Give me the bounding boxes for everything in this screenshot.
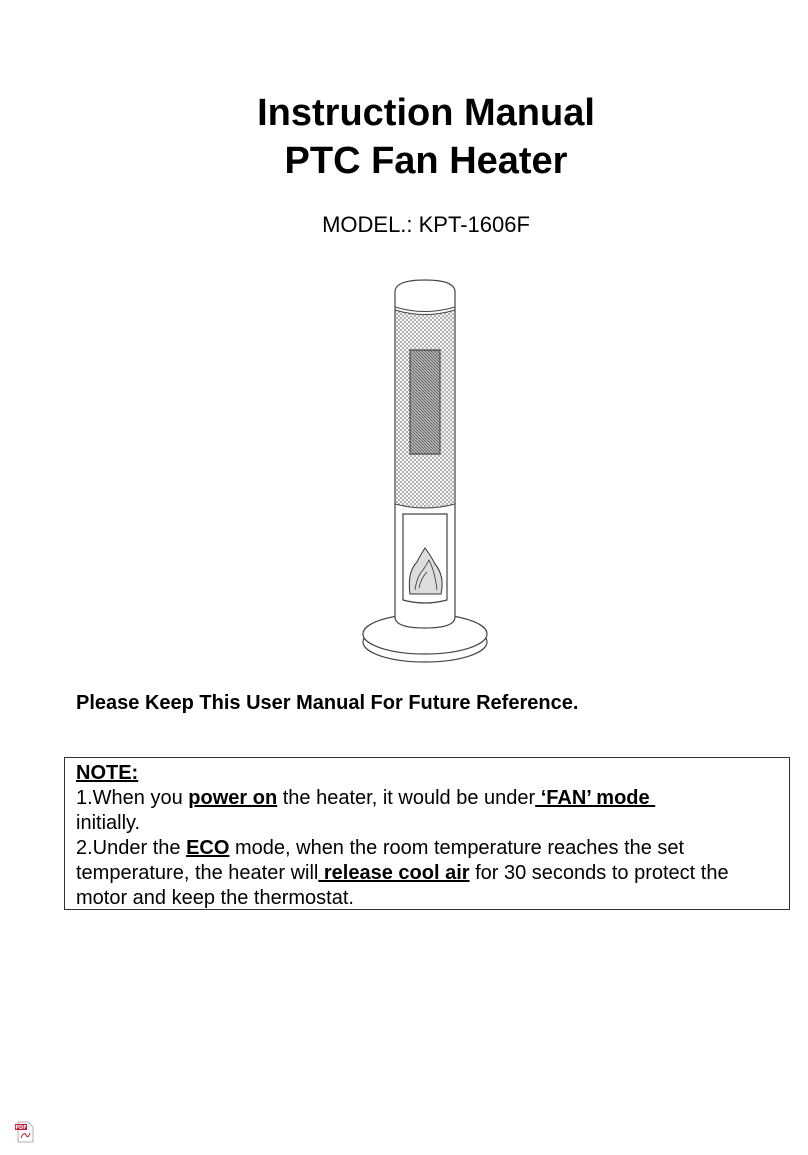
title-line-1: Instruction Manual (257, 92, 595, 134)
pdf-badge-label: PDF (15, 1125, 27, 1131)
model-number: MODEL.: KPT-1606F (322, 212, 530, 237)
keep-manual-notice: Please Keep This User Manual For Future Reference. (76, 692, 579, 714)
note-item-1-mid: the heater, it would be under (277, 787, 536, 809)
note-item-2-suffix: for 30 seconds to protect the motor and keep the thermostat. (76, 862, 729, 909)
note-item-2-prefix: 2.Under the (76, 837, 187, 859)
note-item-2-emphasis-1: ECO (186, 837, 230, 859)
note-item-2-mid: mode, when the room temperature reaches the set temperature, the heater will (76, 837, 685, 884)
note-item-2-emphasis-2: release cool air (318, 862, 470, 884)
note-box (64, 757, 790, 910)
tower-heater-illustration (355, 272, 495, 667)
note-item-1-suffix: initially. (76, 812, 141, 834)
note-item-1-emphasis-2: ‘FAN’ mode (535, 787, 656, 809)
note-item-1-prefix: 1.When you (76, 787, 189, 809)
note-heading: NOTE: (76, 762, 139, 784)
pdf-icon (14, 1121, 36, 1143)
note-item-2 (76, 836, 779, 911)
title-line-2: PTC Fan Heater (284, 140, 568, 182)
note-item-1-emphasis-1: power on (188, 787, 278, 809)
note-item-1 (76, 786, 779, 836)
